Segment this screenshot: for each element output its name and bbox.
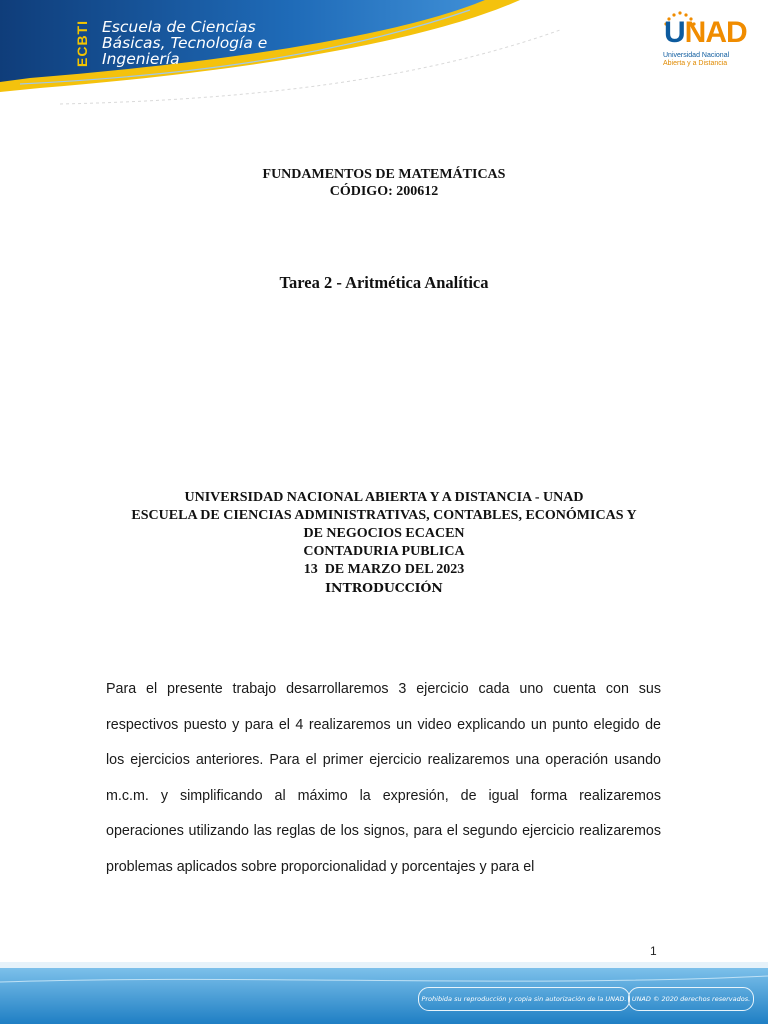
institution-line: ESCUELA DE CIENCIAS ADMINISTRATIVAS, CONTABLES, ECONÓMICAS Y (131, 508, 637, 523)
unad-wordmark (664, 16, 747, 50)
institution-line: DE NEGOCIOS ECACEN (303, 526, 465, 541)
school-name-line: Básicas, Tecnología e (102, 34, 268, 52)
page-header-banner (0, 0, 768, 115)
course-name: FUNDAMENTOS DE MATEMÁTICAS (262, 167, 506, 182)
unad-wordmark-rest: NAD (684, 16, 747, 49)
school-name-line: Ingeniería (102, 50, 180, 68)
institution-block (0, 489, 768, 597)
document-date: 13 DE MARZO DEL 2023 (303, 562, 465, 577)
school-name-line: Escuela de Ciencias (102, 18, 256, 36)
course-code: CÓDIGO: 200612 (329, 184, 439, 199)
course-heading (0, 166, 768, 200)
institution-line: UNIVERSIDAD NACIONAL ABIERTA Y A DISTANCIA - UNAD (184, 490, 584, 505)
unad-wordmark-u: U (664, 16, 685, 49)
copyright-notice-pill: Prohibida su reproducción y copia sin autorización de la UNAD. (418, 987, 630, 1011)
program-name: CONTADURIA PUBLICA (303, 544, 465, 559)
school-name (102, 19, 362, 67)
unad-subtitle-line: Abierta y a Distancia (663, 59, 728, 67)
rights-notice-pill: UNAD © 2020 derechos reservados. (628, 987, 754, 1011)
unad-logo (660, 14, 747, 70)
unad-subtitle-line: Universidad Nacional (663, 52, 730, 59)
unad-subtitle (663, 52, 745, 67)
ecbti-tag: ECBTI (74, 20, 90, 68)
page-footer-banner (0, 962, 768, 1024)
page-number: 1 (650, 944, 657, 958)
introduction-paragraph: Para el presente trabajo desarrollaremos 3 ejercicio cada uno cuenta con sus respectivos puesto y para el 4 realizaremos un video explicando un punto elegido de los ejercicios anteriores. Para el primer ejercicio realizaremos una operación usando m.c.m. y simplificando al máximo la expresión, de igual forma realizaremos operaciones utilizando las reglas de los signos, para el segundo ejercicio realizaremos problemas aplicados sobre proporcionalidad y porcentajes y para el (106, 681, 661, 875)
task-title: Tarea 2 - Aritmética Analítica (279, 273, 489, 292)
section-heading: INTRODUCCIÓN (325, 580, 443, 595)
